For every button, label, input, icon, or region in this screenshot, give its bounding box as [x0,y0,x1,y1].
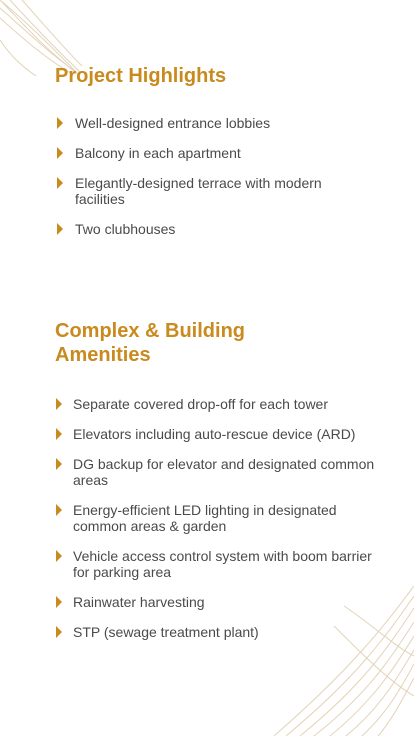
list-item-text: DG backup for elevator and designated common areas [73,456,375,488]
list-item-text: Two clubhouses [75,221,176,237]
section-title-complex-building-amenities: Complex & Building Amenities [55,320,245,366]
list-item [55,175,375,207]
list-item [55,396,375,412]
triangle-right-icon [56,458,62,470]
list-item [55,502,375,534]
list-item-text: Separate covered drop-off for each tower [73,396,329,412]
triangle-right-icon [56,504,62,516]
triangle-right-icon [56,596,62,608]
triangle-right-icon [57,117,63,129]
list-item-text: Energy-efficient LED lighting in designated common areas & garden [73,502,337,534]
list-item [55,145,375,161]
list-item [55,426,375,442]
list-item [55,548,375,580]
amenities-list [55,396,375,654]
section-title-project-highlights: Project Highlights [55,65,227,87]
list-item [55,456,375,488]
list-item [55,594,375,610]
list-item-text: Elevators including auto-rescue device (ARD) [73,426,356,442]
triangle-right-icon [56,428,62,440]
list-item-text: Rainwater harvesting [73,594,205,610]
list-item-text: STP (sewage treatment plant) [73,624,259,640]
list-item [55,115,375,131]
list-item-text: Vehicle access control system with boom barrier for parking area [73,548,372,580]
list-item-text: Well-designed entrance lobbies [75,115,271,131]
list-item-text: Elegantly-designed terrace with modern facilities [75,175,322,207]
list-item-text: Balcony in each apartment [75,145,241,161]
triangle-right-icon [57,223,63,235]
triangle-right-icon [56,398,62,410]
list-item [55,624,375,640]
list-item [55,221,375,237]
project-highlights-list [55,115,375,251]
triangle-right-icon [56,550,62,562]
triangle-right-icon [57,177,63,189]
triangle-right-icon [57,147,63,159]
triangle-right-icon [56,626,62,638]
